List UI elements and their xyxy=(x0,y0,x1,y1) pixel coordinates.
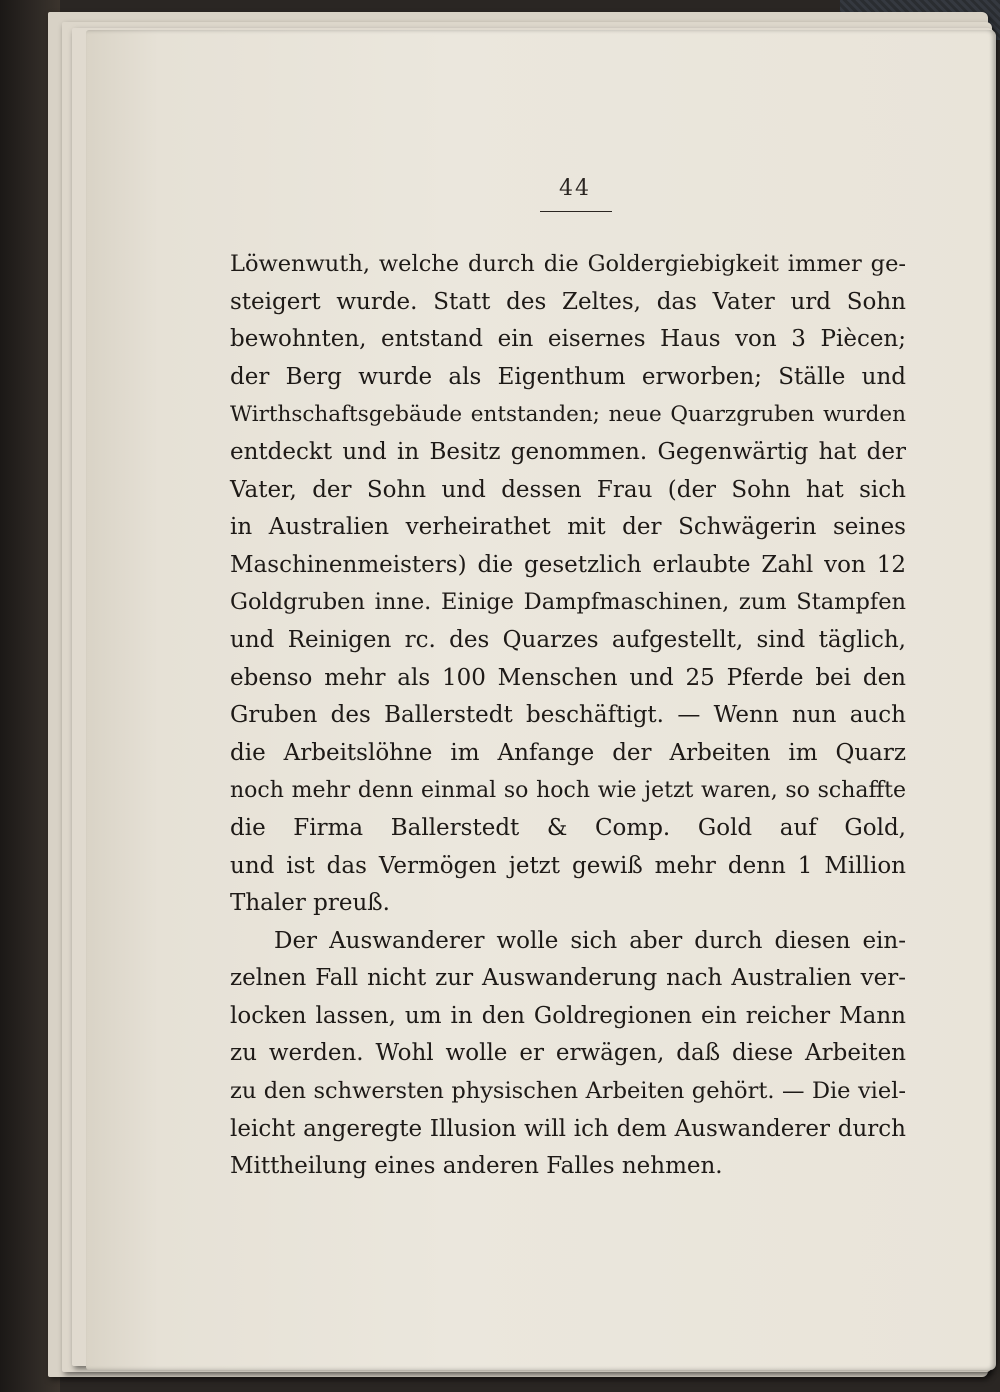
text-line: Mittheilung eines anderen Falles nehmen. xyxy=(230,1153,723,1180)
text-line: Löwenwuth, welche durch die Goldergiebigkeit immer ge- xyxy=(230,251,906,277)
text-line: zu den schwersten physischen Arbeiten gehört. — Die viel- xyxy=(230,1078,906,1105)
text-line: ebenso mehr als 100 Menschen und 25 Pferde bei den xyxy=(230,664,906,691)
page-number: 44 xyxy=(559,176,591,201)
text-line: die Arbeitslöhne im Anfange der Arbeiten im Quarz xyxy=(230,739,906,766)
text-line: und ist das Vermögen jetzt gewiß mehr denn 1 Million xyxy=(230,852,906,879)
body-text xyxy=(230,246,906,1186)
text-line: locken lassen, um in den Goldregionen ein reicher Mann xyxy=(230,1002,906,1029)
text-line: in Australien verheirathet mit der Schwägerin seines xyxy=(230,514,906,541)
text-line: leicht angeregte Illusion will ich dem Auswanderer durch xyxy=(230,1115,906,1142)
text-line: Thaler preuß. xyxy=(230,890,390,917)
text-line: Maschinenmeisters) die gesetzlich erlaubte Zahl von 12 xyxy=(230,551,906,578)
text-line: die Firma Ballerstedt & Comp. Gold auf Gold, xyxy=(230,814,906,841)
text-line: und Reinigen rc. des Quarzes aufgestellt, sind täglich, xyxy=(230,626,906,653)
text-line: zu werden. Wohl wolle er erwägen, daß diese Arbeiten xyxy=(230,1040,906,1067)
text-line: bewohnten, entstand ein eisernes Haus von 3 Piècen; xyxy=(230,326,906,353)
text-line: Der Auswanderer wolle sich aber durch diesen ein- xyxy=(274,927,906,954)
text-line: noch mehr denn einmal so hoch wie jetzt waren, so schaffte xyxy=(230,778,906,804)
page-number-rule xyxy=(540,211,612,212)
text-line: zelnen Fall nicht zur Auswanderung nach Australien ver- xyxy=(230,965,906,992)
text-line: steigert wurde. Statt des Zeltes, das Vater urd Sohn xyxy=(230,288,906,315)
text-line: entdeckt und in Besitz genommen. Gegenwärtig hat der xyxy=(230,438,906,465)
text-line: Wirthschaftsgebäude entstanden; neue Quarzgruben wurden xyxy=(230,402,906,428)
text-line: Vater, der Sohn und dessen Frau (der Sohn hat sich xyxy=(230,476,906,503)
text-line: Goldgruben inne. Einige Dampfmaschinen, zum Stampfen xyxy=(230,589,906,616)
text-line: der Berg wurde als Eigenthum erworben; Ställe und xyxy=(230,363,906,390)
text-line: Gruben des Ballerstedt beschäftigt. — Wenn nun auch xyxy=(230,702,906,729)
